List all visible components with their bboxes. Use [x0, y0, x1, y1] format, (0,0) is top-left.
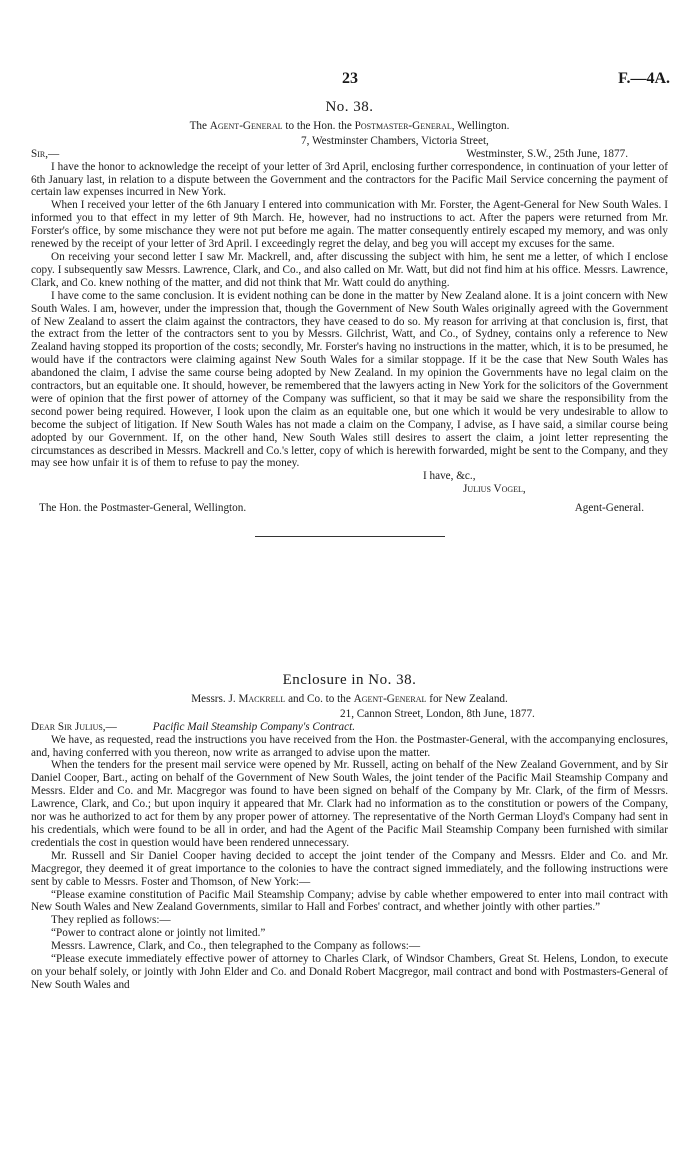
enclosure-paragraph: Mr. Russell and Sir Daniel Cooper having decided to accept the joint tender of the Company and Messrs. Elder and Co. and Mr. Macgregor, they deemed it of great importance to the colonies to have the contract signed immediately, and the following instructions were sent by cable to Messrs. Foster and Thomson, of New York:— [31, 849, 668, 888]
enclosure-paragraph: Messrs. Lawrence, Clark, and Co., then telegraphed to the Company as follows:— [51, 940, 421, 953]
salutation: Sir,— [31, 147, 60, 160]
document-reference: F.—4A. [618, 70, 670, 87]
enclosure-recipient: Agent-General [353, 692, 427, 705]
addressee: The Hon. the Postmaster-General, Wellington. [39, 502, 247, 515]
signature: Julius Vogel, [463, 483, 526, 496]
section-divider [255, 536, 445, 537]
addressee-line [31, 502, 668, 515]
recipient: Postmaster-General [354, 119, 452, 132]
salutation-date-line [31, 148, 668, 161]
enclosure-sender: Mackrell [238, 692, 286, 705]
enclosure-address: 21, Cannon Street, London, 8th June, 1877. [340, 707, 535, 720]
page-header [0, 70, 700, 90]
letter-paragraph: When I received your letter of the 6th January I entered into communication with Mr. Forster, the Agent-General for New South Wales. I informed you to that effect in my letter of 9th March. He, however, had no instructions to act. After the papers were returned from Mr. Forster's office, by some mischance they were not put before me again. The matter consequently entirely escaped my memory, and was only renewed by the receipt of your letter of 3rd April. I exceedingly regret the delay, and beg you will accept my excuses for the same. [31, 199, 668, 251]
enclosure-paragraph: When the tenders for the present mail service were opened by Mr. Russell, acting on behalf of the New Zealand Government, and by Sir Daniel Cooper, Bart., acting on behalf of the Government of New South Wales, the joint tender of the Pacific Mail Steamship Company and Messrs. Elder and Co. and Mr. Macgregor was found to have been signed on behalf of the Company by Mr. Clark, of the firm of Messrs. Lawrence, Clark, and Co.; but upon inquiry it appeared that Mr. Clark had no information as to the constitution or powers of the Company, nor was he authorized to act for them by any proper power of attorney. The representative of the North German Lloyd's Company had sent in his credentials, which were found to be all in order, and had the Agent of the Pacific Mail Steamship Company been furnished with similar credentials the cost in question would have been rendered unnecessary. [31, 759, 668, 849]
enclosure-paragraph: We have, as requested, read the instructions you have received from the Hon. the Postmaster-General, with the accompanying enclosures, and, having conferred with you thereon, now write as arranged to advise upon the matter. [31, 733, 668, 759]
enclosure-heading: Enclosure in No. 38. [282, 672, 417, 688]
letter-title: The Agent-General to the Hon. the Postmaster-General, Wellington. [189, 119, 510, 132]
letter-no-38 [31, 101, 668, 557]
enclosure-salutation-line [31, 721, 668, 734]
sender-address-line-2: Westminster, S.W., 25th June, 1877. [466, 147, 628, 160]
closing: I have, &c., [423, 470, 476, 483]
sender-address-line-1: 7, Westminster Chambers, Victoria Street, [301, 134, 489, 147]
enclosure-paragraph: “Please execute immediately effective power of attorney to Charles Clark, of Windsor Chambers, Great St. Helens, London, to execute on your behalf solely, or jointly with John Elder and Co. and Donald Robert Macgregor, mail contract and bond with Postmasters-General of New South Wales and [31, 953, 668, 991]
letter-paragraph: On receiving your second letter I saw Mr. Mackrell, and, after discussing the subject with him, he sent me a letter, of which I enclose copy. I subsequently saw Messrs. Lawrence, Clark, and Co., and also called on Mr. Watt, but did not find him at his office. Messrs. Lawrence, Clark, and Co. knew nothing of the matter, and did not think that Mr. Watt could do anything. [31, 250, 668, 289]
page-number: 23 [342, 70, 358, 87]
letter-paragraph: I have the honor to acknowledge the receipt of your letter of 3rd April, enclosing further correspondence, in continuation of your letter of 6th January last, in relation to a dispute between the Government and the contractors for the Pacific Mail Service concerning the payment of certain law expenses incurred in New York. [31, 160, 668, 199]
enclosure-salutation: Dear Sir Julius,— [31, 720, 117, 733]
enclosure-paragraph: “Power to contract alone or jointly not limited.” [51, 927, 266, 940]
enclosure-paragraph: “Please examine constitution of Pacific Mail Steamship Company; advise by cable whether empowered to enter into mail contract with New South Wales and New Zealand Governments, similar to Hall and Forbes' contract, and whether jointly with other parties.” [31, 888, 668, 914]
letter-paragraph: I have come to the same conclusion. It is evident nothing can be done in the matter by New Zealand alone. It is a joint concern with New South Wales. I am, however, under the impression that, though the Government of New South Wales originally agreed with the Government of New Zealand to assert the claim against the contractors, they have ceased to do so. My reason for arriving at that conclusion is, first, that the extract from the letter of the contractors sent to you by Messrs. Gilchrist, Watt, and Co., of Sydney, contains only a reference to New Zealand having stopped its proportion of the costs; secondly, Mr. Forster's having no instructions in the matter, which, it is to be presumed, he would have if the contractors were claiming against New South Wales for a similar stoppage. If it be the case that New South Wales has abandoned the claim, I advise the same course being adopted by New Zealand. In my opinion the Governments have no legal claim on the contractors, but an equitable one. It should, however, be remembered that the lawyers acting in New York for the solicitors of the Government were of opinion that the first power of attorney of the Company was sufficient, so that it may be said we share the responsibility from the second power being required. However, I look upon the claim as an equitable one, but one which it would be very undesirable to allow to become the subject of litigation. If New South Wales has not made a claim on the Company, I advise, as I have said, a similar course being adopted by our Government. If, on the other hand, New South Wales still desires to assert the claim, a joint letter representing the circumstances as described in Messrs. Mackrell and Co.'s letter, copy of which is herewith forwarded, might be sent to the Company, and they may see how unfair it is of them to refuse to pay the money. [31, 289, 668, 470]
enclosure-letter [31, 674, 668, 992]
enclosure-title: Messrs. J. Mackrell and Co. to the Agent-General for New Zealand. [191, 692, 508, 705]
enclosure-paragraph: They replied as follows:— [51, 914, 171, 927]
signer-title: Agent-General. [574, 502, 644, 515]
enclosure-subject: Pacific Mail Steamship Company's Contract. [152, 720, 355, 733]
sender: Agent-General [209, 119, 283, 132]
letter-number-heading: No. 38. [325, 99, 374, 115]
